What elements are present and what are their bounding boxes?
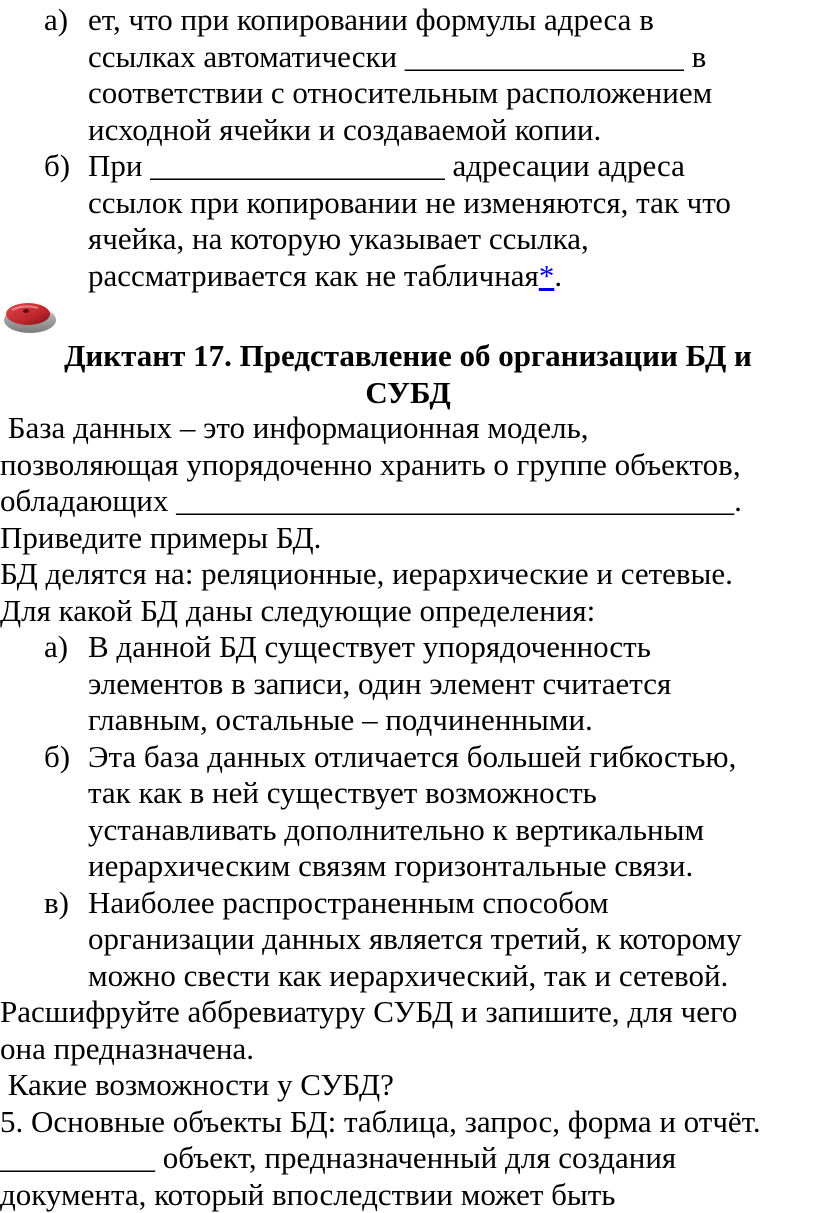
list-item-b	[0, 148, 816, 294]
paragraph-line: документа, который впоследствии может быть	[0, 1177, 816, 1213]
list-item-line: При ___________________ адресации адреса	[88, 148, 816, 185]
list-item-line: устанавливать дополнительно к вертикальным	[88, 812, 816, 849]
list-item-b	[0, 739, 816, 885]
paragraph	[0, 1140, 816, 1213]
list-item-tail: .	[554, 258, 562, 293]
list-item-line: соответствии с относительным расположением	[88, 75, 816, 112]
list-item-line: иерархическим связям горизонтальные связи.	[88, 848, 816, 885]
top-list	[0, 2, 816, 294]
list-item-line: организации данных является третий, к которому	[88, 921, 816, 958]
paragraph: Приведите примеры БД.	[0, 520, 816, 557]
paragraph	[0, 994, 816, 1067]
list-item-line: Наиболее распространенным способом	[88, 885, 816, 922]
list-item-line: ссылок при копировании не изменяются, так что	[88, 185, 816, 222]
list-item-text: рассматривается как не табличная	[88, 258, 539, 293]
list-item-line: элементов в записи, один элемент считается	[88, 666, 816, 703]
list-item-line: так как в ней существует возможность	[88, 775, 816, 812]
list-item-line-last	[88, 258, 816, 295]
list-marker: в)	[44, 885, 69, 922]
paragraph: 5. Основные объекты БД: таблица, запрос, форма и отчёт.	[0, 1104, 816, 1141]
list-item-line: Эта база данных отличается большей гибкостью,	[88, 739, 816, 776]
paragraph: Для какой БД даны следующие определения:	[0, 593, 816, 630]
list-item-line: исходной ячейки и создаваемой копии.	[88, 112, 816, 149]
heading-line: Диктант 17. Представление об организации БД и	[0, 338, 816, 375]
list-item-a	[0, 2, 816, 148]
section-heading	[0, 338, 816, 411]
paragraph-line: Расшифруйте аббревиатуру СУБД и запишите, для чего	[0, 994, 816, 1031]
document-body	[0, 410, 816, 1213]
list-item-line: В данной БД существует упорядоченность	[88, 629, 816, 666]
paragraph-line: обладающих ____________________________________.	[0, 483, 816, 520]
paragraph-line: она предназначена.	[0, 1031, 816, 1068]
list-item-line: ячейка, на которую указывает ссылка,	[88, 221, 816, 258]
list-marker: а)	[44, 629, 68, 666]
list-item-a	[0, 629, 816, 739]
heading-line: СУБД	[0, 375, 816, 412]
list-marker: б)	[44, 739, 70, 776]
list-item-line: можно свести как иерархический, так и сетевой.	[88, 958, 816, 995]
paragraph-line: __________ объект, предназначенный для создания	[0, 1140, 816, 1177]
paragraph-line: База данных – это информационная модель,	[0, 410, 816, 447]
definitions-list	[0, 629, 816, 994]
list-marker: а)	[44, 2, 68, 39]
list-item-line: ссылках автоматически __________________ в	[88, 39, 816, 76]
list-item-line: главным, остальные – подчиненными.	[88, 702, 816, 739]
list-item-line: ет, что при копировании формулы адреса в	[88, 2, 816, 39]
list-item-v	[0, 885, 816, 995]
footnote-star-link[interactable]: *	[539, 258, 555, 293]
paragraph-line: позволяющая упорядоченно хранить о группе объектов,	[0, 447, 816, 484]
list-marker: б)	[44, 148, 70, 185]
paragraph	[0, 410, 816, 520]
paragraph: Какие возможности у СУБД?	[0, 1067, 816, 1104]
computer-mouse-icon	[2, 296, 58, 336]
paragraph: БД делятся на: реляционные, иерархические и сетевые.	[0, 556, 816, 593]
